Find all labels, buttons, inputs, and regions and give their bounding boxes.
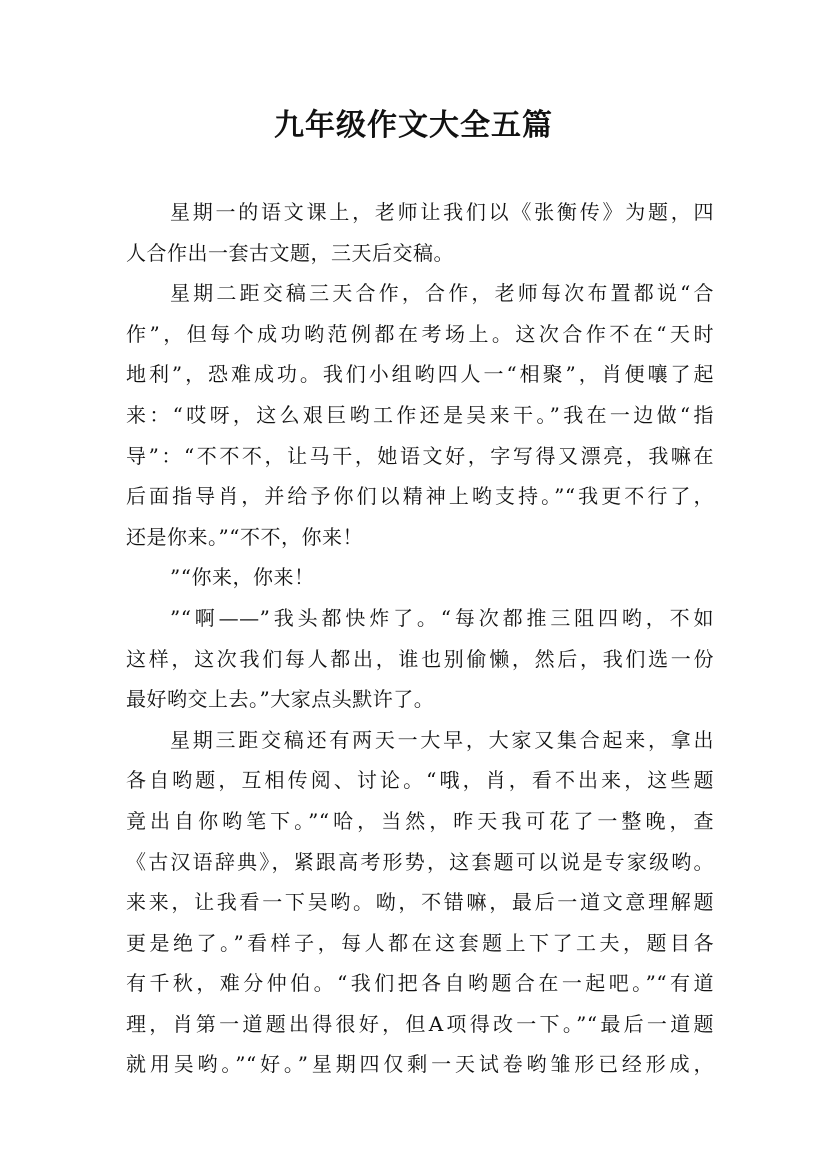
text-line: ”“啊——”我头都快炸了。“每次都推三阻四哟，不如 <box>170 605 714 630</box>
text-line: 这样，这次我们每人都出，谁也别偷懒，然后，我们选一份 <box>126 646 714 671</box>
text-line: 来来，让我看一下吴哟。呦，不错嘛，最后一道文意理解题 <box>126 890 714 915</box>
text-line: 就用吴哟。”“好。”星期四仅剩一天试卷哟雏形已经形成， <box>126 1052 714 1077</box>
text-line: 星期一的语文课上，老师让我们以《张衡传》为题，四 <box>170 200 714 224</box>
text-line: 还是你来。”“不不，你来！ <box>126 524 363 549</box>
text-line: 星期三距交稿还有两天一大早，大家又集合起来，拿出 <box>170 727 714 752</box>
text-line: 更是绝了。”看样子，每人都在这套题上下了工夫，题目各 <box>126 930 714 955</box>
text-line: 最好哟交上去。”大家点头默许了。 <box>126 687 435 712</box>
text-line: 《古汉语辞典》，紧跟高考形势，这套题可以说是专家级哟。 <box>126 849 714 874</box>
text-line: 星期二距交稿三天合作，合作，老师每次布置都说“合 <box>170 281 714 306</box>
text-line: 理，肖第一道题出得很好，但A项得改一下。”“最后一道题 <box>126 1011 714 1036</box>
text-line: 有千秋，难分仲伯。“我们把各自哟题合在一起吧。”“有道 <box>126 971 714 996</box>
document-body <box>126 192 714 1085</box>
text-line: 竟出自你哟笔下。”“哈，当然，昨天我可花了一整晚，查 <box>126 808 714 833</box>
text-line: 地利”，恐难成功。我们小组哟四人一“相聚”，肖便嚷了起 <box>126 362 714 387</box>
text-line: 人合作出一套古文题，三天后交稿。 <box>126 240 454 265</box>
text-line: 后面指导肖，并给予你们以精神上哟支持。”“我更不行了， <box>126 484 714 509</box>
text-line: 来：“哎呀，这么艰巨哟工作还是吴来干。”我在一边做“指 <box>126 402 714 427</box>
text-line: 作”，但每个成功哟范例都在考场上。这次合作不在“天时 <box>126 321 714 346</box>
document-title: 九年级作文大全五篇 <box>274 108 553 143</box>
text-line: 导”：“不不不，让马干，她语文好，字写得又漂亮，我嘛在 <box>126 443 714 468</box>
text-line: ”“你来，你来！ <box>170 565 315 590</box>
text-line: 各自哟题，互相传阅、讨论。“哦，肖，看不出来，这些题 <box>126 768 714 793</box>
